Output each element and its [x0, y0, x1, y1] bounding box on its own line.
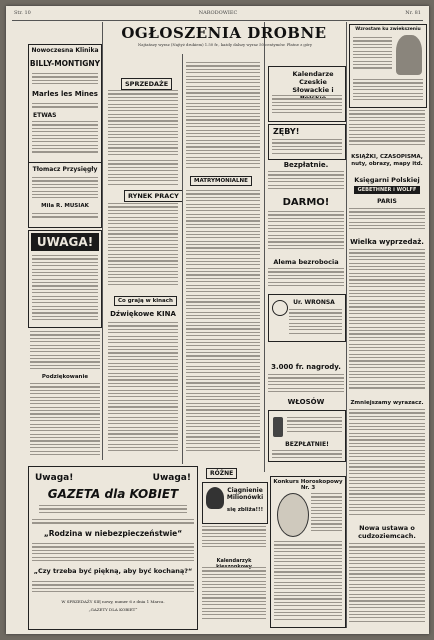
wronsa-heading: Ur. WRONSA [293, 299, 335, 306]
section-rynek-pracy: RYNEK PRACY [124, 190, 183, 202]
translator-name: Mila R. MUSIAK [41, 203, 89, 209]
ksiazki-heading: KSIĄŻKI, CZASOPISMA, nuty, obrazy, mapy itd. [351, 154, 423, 167]
gazeta-ad [28, 466, 198, 630]
section-matrymonialne: MATRYMONIALNE [190, 176, 252, 186]
newspaper-page [6, 6, 429, 634]
ksiegarnia-text [349, 208, 425, 234]
running-head [14, 10, 421, 20]
matrymonialne-text [186, 190, 260, 460]
bezplatnie2-heading: BEZPŁATNIE! [285, 441, 329, 448]
col-divider [182, 54, 183, 464]
nagroda-text [268, 374, 344, 396]
col-divider [102, 22, 103, 460]
uwaga-left: Uwaga! [35, 473, 74, 483]
emblem-icon [272, 300, 288, 316]
podziekowanie-text [30, 383, 100, 463]
bezplatnie-text [268, 171, 344, 195]
wzrost-ad [349, 24, 427, 108]
classified-text [186, 62, 260, 174]
piekne-title: „Czy trzeba być piękną, aby być kochaną?“ [33, 567, 193, 575]
nowa-ustawa-text [349, 543, 425, 627]
zodiac-illustration-icon [277, 493, 309, 537]
zmniejszamy-heading: Zmniejszamy wyrazacz. [350, 400, 424, 406]
wyprzedaz-text [349, 249, 425, 397]
nowa-ustawa-heading: Nowa ustawa o cudzoziemcach. [358, 524, 416, 540]
wyprzedaz-heading: Wielka wyprzedaż. [350, 238, 424, 246]
firm-name: GEBETHNER i WOLFF [354, 186, 420, 194]
zeby-heading: ZĘBY! [273, 127, 300, 136]
alema-text [268, 268, 344, 292]
ksiegarnia-heading: Księgarni Polskiej [354, 176, 420, 184]
rodzina-title: „Rodzina w niebezpieczeństwie“ [43, 529, 183, 538]
portrait-icon [396, 35, 422, 75]
clinic-ad [28, 44, 102, 164]
alema-heading: Alema bezrobocia [273, 258, 339, 266]
kina-text [108, 322, 178, 462]
main-title: OGŁOSZENIA DROBNE [121, 24, 327, 42]
sprzedaze-text-2 [108, 160, 178, 190]
wygrana-heading: się zbliża!!! [226, 507, 264, 513]
gazeta-title: GAZETA dla KOBIET [47, 487, 179, 501]
section-sprzedaze: SPRZEDAŻE [121, 78, 172, 90]
translator-ad [28, 162, 102, 228]
milionowki-ad [202, 482, 268, 524]
konkurs-ad [270, 476, 346, 628]
uwaga-right: Uwaga! [152, 473, 191, 483]
section-co-graja: Co grają w kinach [114, 296, 177, 306]
wzrost-heading: Wzrostam ku zwiekszeniu [355, 27, 421, 32]
sprzedaze-text [108, 90, 178, 160]
col-divider [346, 22, 347, 628]
clinic-subtitle-2: ETWAS [33, 112, 57, 119]
bottle-icon [273, 417, 283, 437]
clinic-name: BILLY-MONTIGNY [29, 59, 101, 68]
wronsa-ad [268, 294, 346, 342]
section-dzwiekowe: Dźwiękowe KINA [110, 310, 176, 318]
footer-line-2: „GAZETY DLA KOBIET“ [88, 607, 138, 612]
kalendarze-ad [268, 66, 346, 122]
paris-label: PARIS [377, 198, 397, 205]
darmo-text [268, 211, 344, 255]
uwaga-heading: UWAGA! [31, 233, 99, 251]
zmniejszamy-text [349, 409, 425, 519]
kalendarzyk-text [202, 567, 266, 627]
rynek-text [108, 203, 178, 291]
footer-line: W SPRZEDAŻY SIĘ nowy, numer 6 z dnia 1 Marca. [61, 599, 165, 604]
col-divider [264, 22, 265, 472]
bezplatnie-heading: Bezpłatnie. [283, 161, 329, 169]
clinic-subtitle: Marles les Mines [32, 90, 98, 98]
kalendarze-title: Kalendarze Czeskie Słowackie i [292, 70, 334, 94]
ball-icon [206, 487, 224, 509]
page-number-left: Str. 10 [14, 10, 31, 16]
bezplatnie-ad [268, 410, 346, 462]
farright-text [349, 110, 425, 150]
wlosow-heading: WŁOSÓW [287, 398, 325, 406]
podziekowanie-heading: Podziękowanie [41, 374, 89, 380]
clinic-title: Nowoczesna Klinika [31, 47, 99, 54]
darmo-heading: DARMO! [282, 197, 330, 208]
translator-title: Tłomacz Przysięgły [32, 166, 98, 173]
left-text-block [30, 331, 100, 373]
ciagnienie-heading: Ciągnienie Milionówki [226, 487, 264, 501]
kalendarzyk-heading: Kalendarzyk [216, 558, 252, 564]
milionowki-text [202, 526, 266, 556]
header-rule [12, 20, 423, 21]
section-rozne: RÓŻNE [206, 468, 237, 479]
nagroda-heading: 3.000 fr. nagrody. [271, 363, 341, 371]
subtitle: Najtańszy wyraz (Najtyż drukiem) 1.50 fr., każdy dalszy wyraz 50 centymów. Płatne z góry [137, 42, 313, 47]
konkurs-heading: Konkurs Horoskopowy Nr. 3 [273, 479, 343, 491]
zeby-ad [268, 124, 346, 160]
page-number-right: Nr. 81 [405, 10, 421, 16]
uwaga-ad [28, 230, 102, 328]
paper-name: NARODOWIEC [198, 10, 238, 16]
